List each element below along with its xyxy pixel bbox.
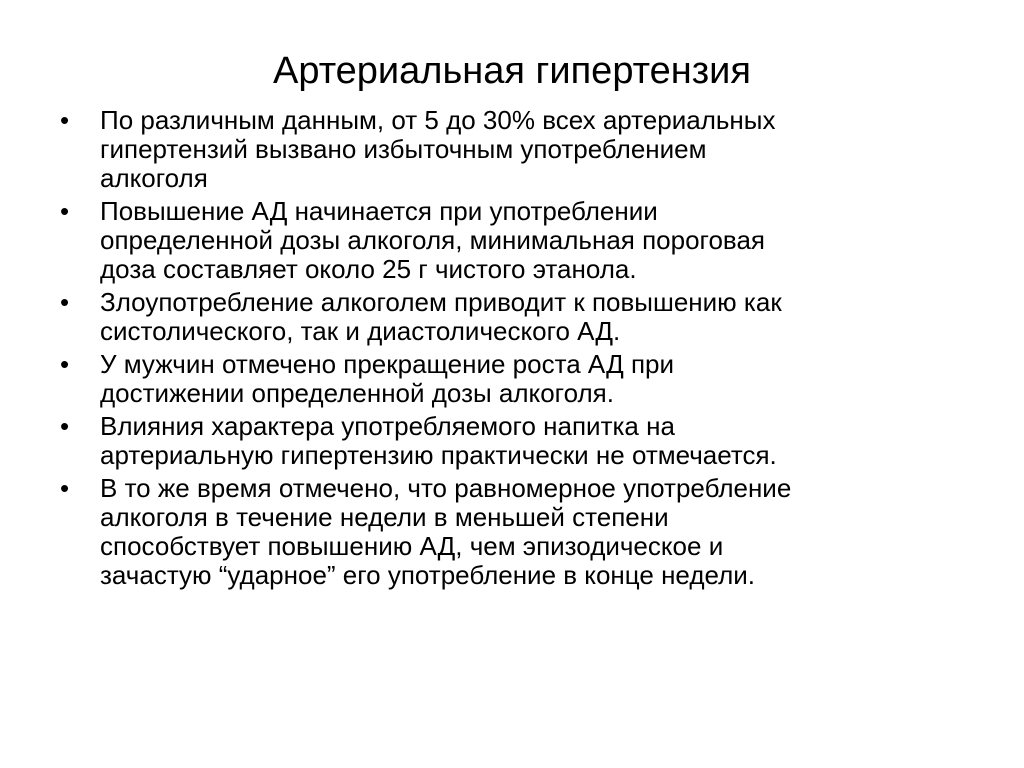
bullet-item <box>60 197 960 284</box>
bullet-marker: • <box>60 473 70 503</box>
bullet-item <box>60 350 960 408</box>
bullet-item <box>60 412 960 470</box>
bullet-marker: • <box>60 196 70 226</box>
bullet-text: Влияния характера употребляемого напитка на артериальную гипертензию практически не отмечается. <box>100 411 777 470</box>
bullet-marker: • <box>60 349 70 379</box>
slide-title: Артериальная гипертензия <box>273 50 751 92</box>
bullet-text: По различным данным, от 5 до 30% всех артериальных гипертензий вызвано избыточным употреблением алкоголя <box>100 105 776 193</box>
bullet-item <box>60 474 960 590</box>
bullet-text: Повышение АД начинается при употреблении определенной дозы алкоголя, минимальная пороговая доза составляет около 25 г чистого этанола. <box>100 196 765 284</box>
bullet-item <box>60 106 960 193</box>
bullet-list <box>60 106 960 594</box>
bullet-text: У мужчин отмечено прекращение роста АД при достижении определенной дозы алкоголя. <box>100 349 675 408</box>
bullet-text: В то же время отмечено, что равномерное употребление алкоголя в течение недели в меньшей степени способствует повышению АД, чем эпизодическое и зачастую “ударное” его употребление в конце недели. <box>100 473 792 590</box>
bullet-marker: • <box>60 411 70 441</box>
bullet-marker: • <box>60 105 70 135</box>
bullet-item <box>60 288 960 346</box>
bullet-text: Злоупотребление алкоголем приводит к повышению как систолического, так и диастолического АД. <box>100 287 782 346</box>
bullet-marker: • <box>60 287 70 317</box>
